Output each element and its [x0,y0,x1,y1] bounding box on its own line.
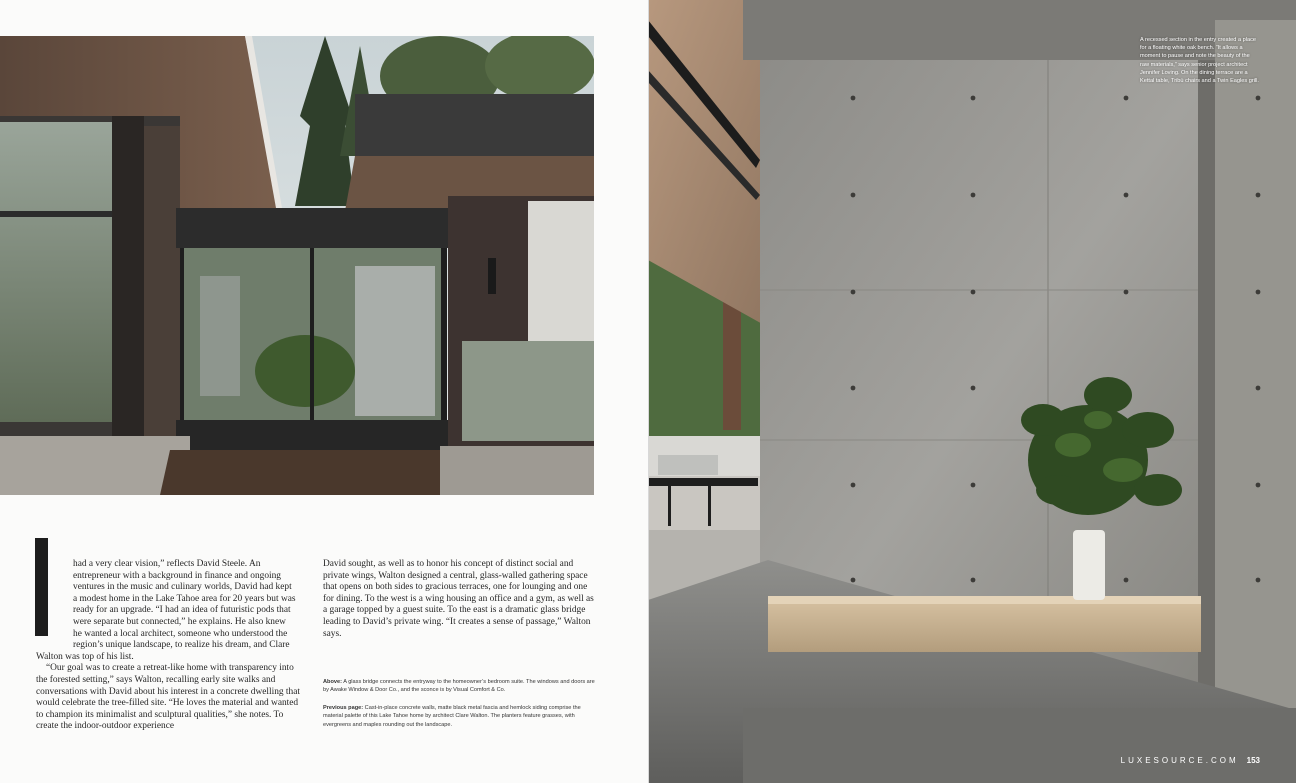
article-line: ventures in the music and culinary worlds, David had kept [73,582,292,593]
article-line: region’s unique landscape, to realize his dream, and Clare [73,640,290,651]
caption-label: Above: [323,679,342,685]
article-line: a modest home in the Lake Tahoe area for 20 years but was [73,593,296,604]
glass-bridge-photo [0,36,594,495]
article-paragraph: “Our goal was to create a retreat-like home with transparency into the forested setting,” says Walton, recalling early site walks and conversations with David about his interest in a concrete dwelling that would celebrate the tree-filled site. “He loves the material and wanted to champion its minimalist and sculptural qualities,” she notes. To create the indoor-outdoor experience [36,663,300,732]
page-number: 153 [1246,756,1260,765]
concrete-entry-photo [648,0,1296,783]
page-footer [1121,756,1260,765]
article-line: entrepreneur with a background in finance and ongoing [73,570,281,581]
article-column-2 [323,559,595,640]
article-line: ready for an upgrade. “I had an idea of futuristic pods that [73,605,291,616]
article-line: were separate but connected,” he explains. He also knew [73,616,286,627]
site-name: LUXESOURCE.COM [1120,756,1239,765]
right-page [648,0,1296,783]
article-line: had a very clear vision,” reflects David Steele. An [73,559,261,569]
caption-text: Cast-in-place concrete walls, matte black metal fascia and hemlock siding comprise the material palette of this Lake Tahoe home by architect Clare Walton. The planters feature grasses, with evergreens and maples rounding out the landscape. [323,705,581,728]
caption-previous-page [323,704,599,729]
article-paragraph: David sought, as well as to honor his concept of distinct social and private wings, Walton designed a central, glass-walled gathering space that opens on both sides to gracious terraces, one for lounging and one for dining. To the west is a wing housing an office and a gym, as well as a garage topped by a guest suite. To the east is a dramatic glass bridge leading to David’s private wing. “It creates a sense of passage,” Walton says. [323,559,594,639]
article-line: Walton was top of his list. [36,651,134,662]
photo-caption-right: A recessed section in the entry created a place for a floating white oak bench. “It allows a moment to pause and note the beauty of the raw materials,” says senior project architect Jennifer Loving. On the dining terrace are a Kettal table, Tribù chairs and a Twin Eagles grill. [1140,37,1259,85]
article-column-1 [36,559,302,733]
article-line: he wanted a local architect, someone who understood the [73,628,288,639]
caption-text: A glass bridge connects the entryway to the homeowner’s bedroom suite. The windows and doors are by Awake Window & Door Co., and the sconce is by Visual Comfort & Co. [323,679,595,694]
caption-label: Previous page: [323,705,364,711]
page-gutter [648,0,649,783]
caption-above [323,678,599,695]
